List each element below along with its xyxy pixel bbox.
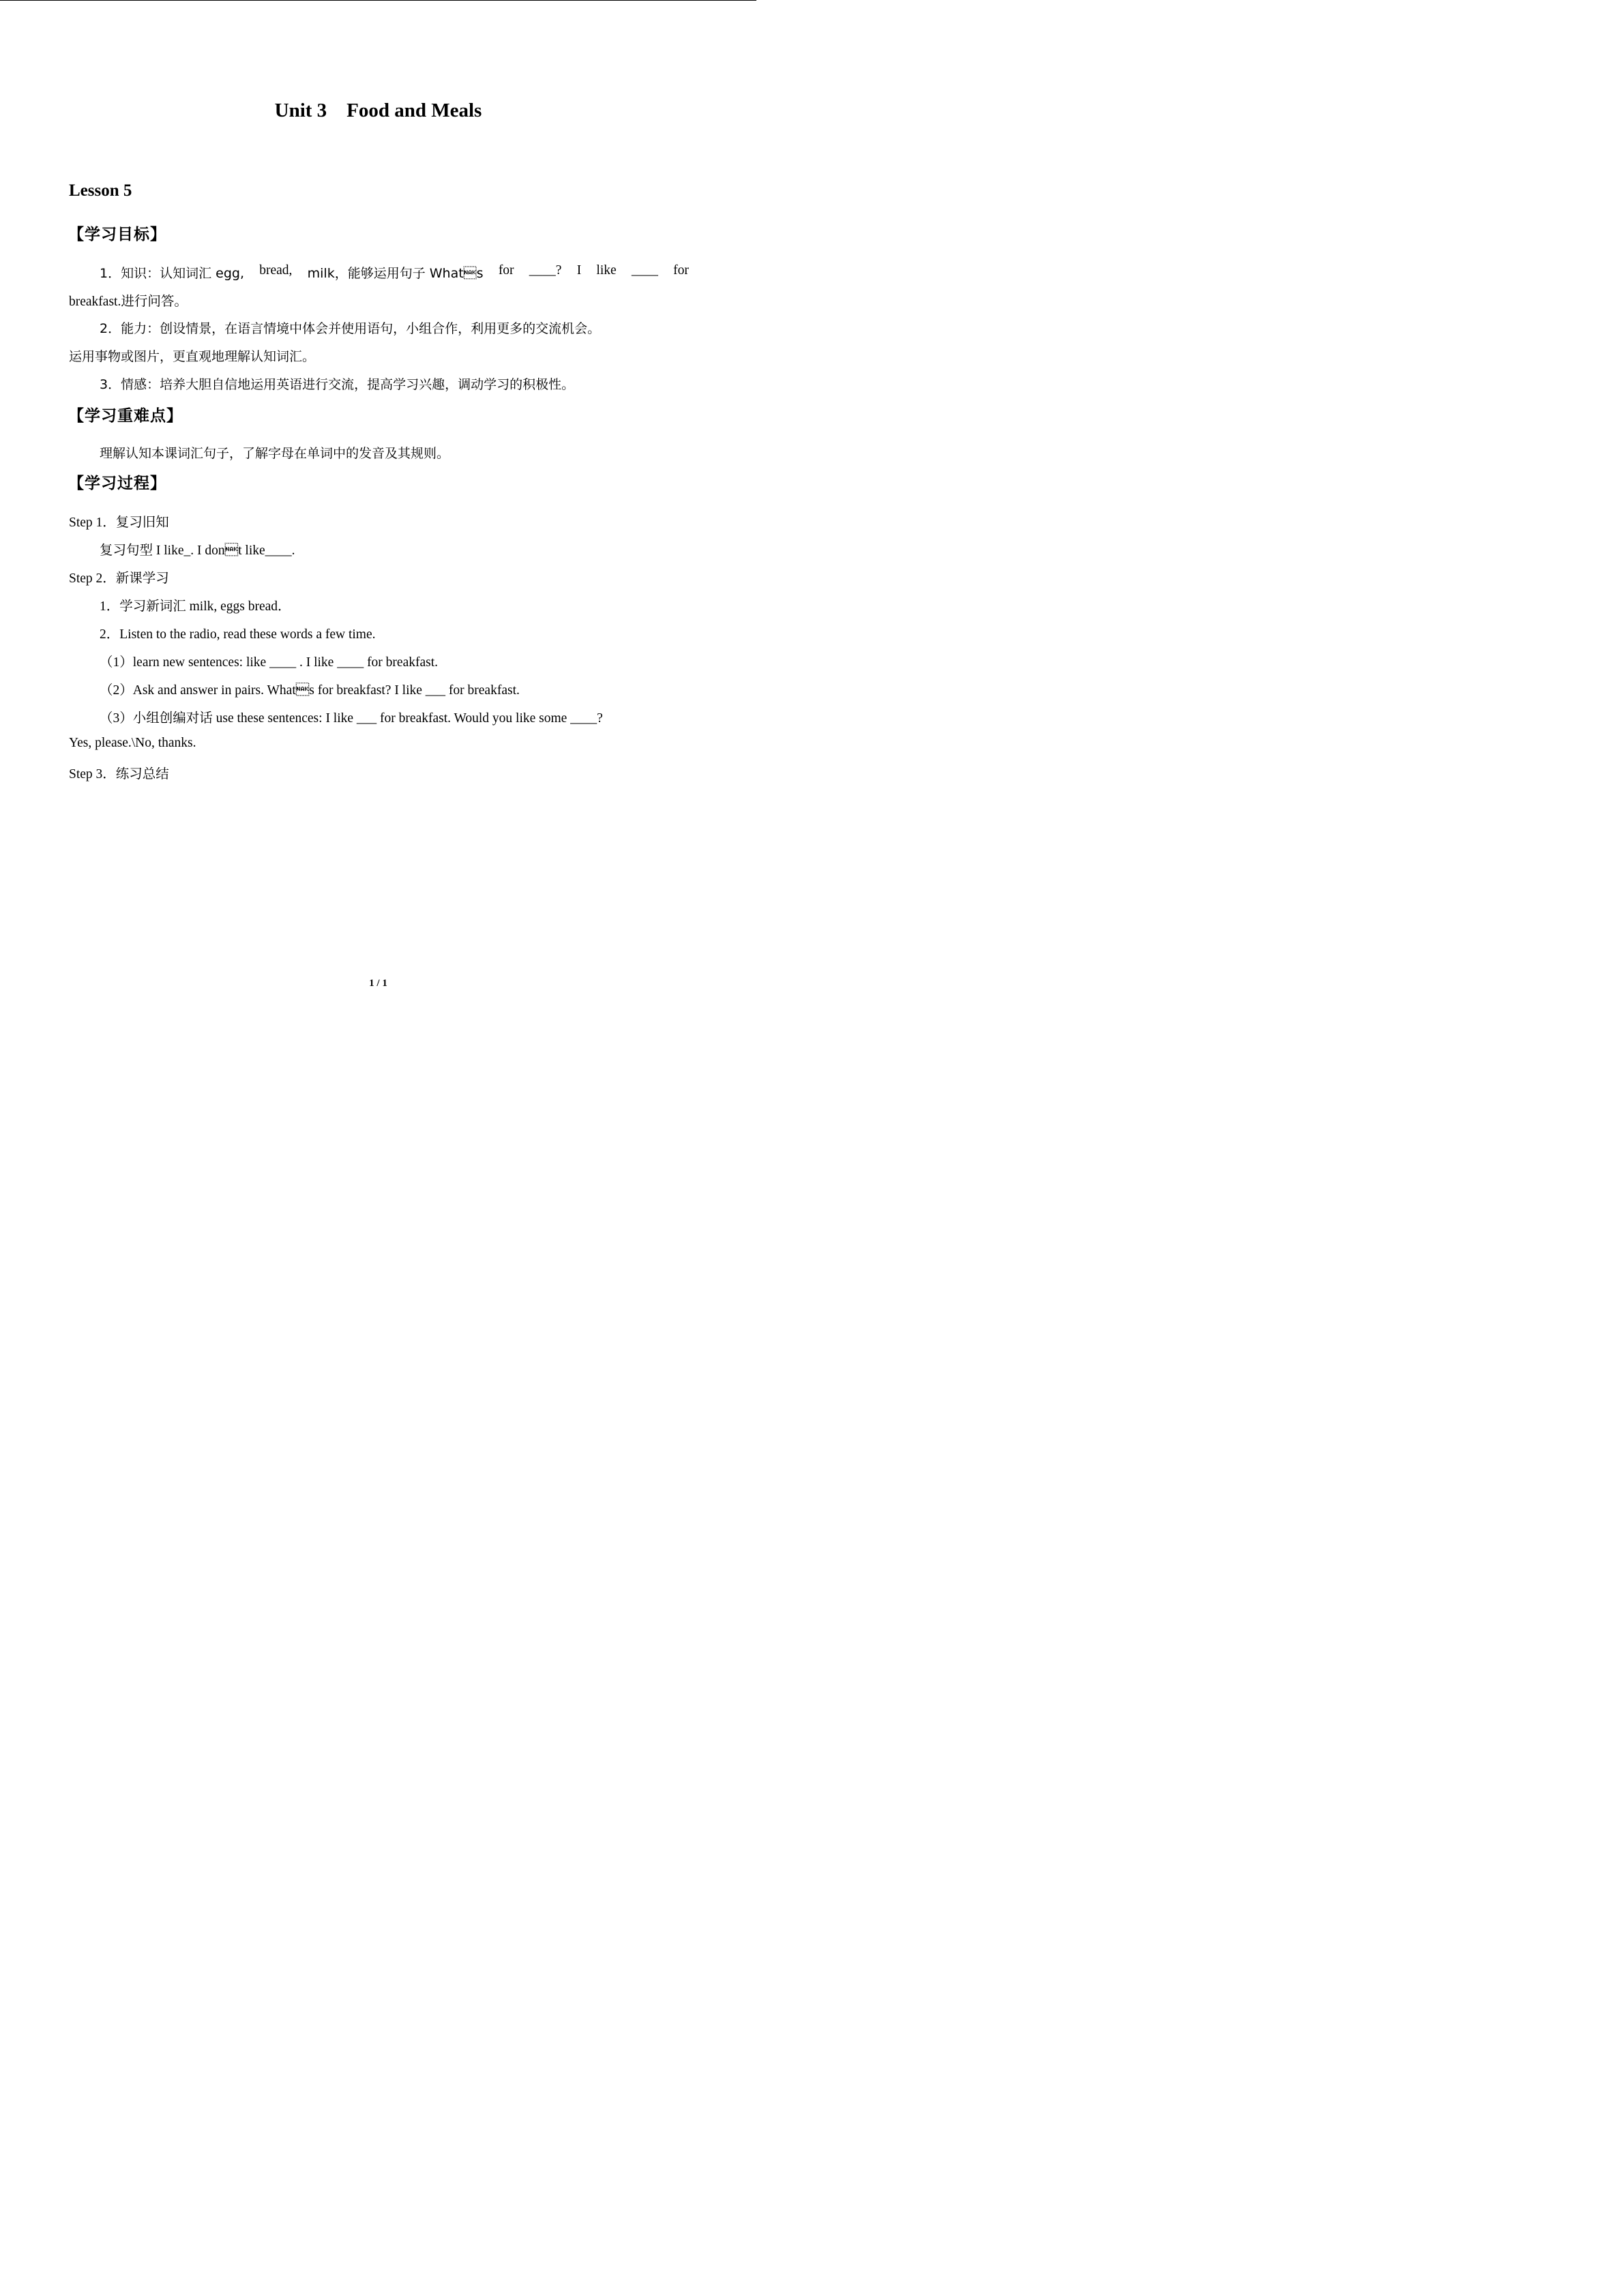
step-2-sub-2: （2）Ask and answer in pairs. Whats for breakfast? I like ___ for breakfast.: [100, 683, 520, 698]
page-top-border: [0, 0, 756, 1]
step-3-label: Step 3．练习总结: [69, 767, 169, 781]
step-2-sub-3: （3）小组创编对话 use these sentences: I like ___ for breakfast. Would you like some ____?: [100, 711, 603, 726]
step-2-sub-3-continued: Yes, please.\No, thanks.: [69, 736, 196, 750]
objective-2-line-2: 运用事物或图片，更直观地理解认知词汇。: [69, 349, 316, 364]
objective-1-part: for: [673, 263, 689, 278]
step-2-sub-1: （1）learn new sentences: like ____ . I like ____ for breakfast.: [100, 655, 439, 670]
objectives-heading: 【学习目标】: [68, 226, 166, 243]
lesson-heading: Lesson 5: [69, 181, 132, 200]
key-points-heading: 【学习重难点】: [68, 407, 183, 425]
objective-1-part: 1．知识：认知词汇 egg,: [100, 266, 244, 281]
objective-1-part: bread,: [259, 263, 293, 278]
objective-1-part: ____: [631, 263, 658, 278]
objective-1-part: for: [498, 263, 514, 278]
objective-1-line-2: breakfast.进行问答。: [69, 295, 188, 309]
step-2-item-2: 2．Listen to the radio, read these words a few time.: [100, 627, 376, 642]
objective-1-part: milk，能够运用句子 Whats: [307, 266, 484, 281]
objective-1-part: I: [576, 263, 582, 278]
objective-2-line-1: 2．能力：创设情景，在语言情境中体会并使用语句，小组合作，利用更多的交流机会。: [100, 321, 601, 336]
process-heading: 【学习过程】: [68, 475, 166, 492]
step-1-text: 复习句型 I like_. I dont like____.: [100, 543, 295, 558]
objective-1-part: like: [596, 263, 617, 278]
page-number: 1 / 1: [369, 978, 387, 989]
objective-3: 3．情感：培养大胆自信地运用英语进行交流，提高学习兴趣，调动学习的积极性。: [100, 377, 575, 392]
objective-1-line-1: [100, 263, 689, 282]
step-1-label: Step 1．复习旧知: [69, 516, 169, 530]
key-points-text: 理解认知本课词汇句子，了解字母在单词中的发音及其规则。: [100, 446, 450, 461]
objective-1-part: ____?: [529, 263, 562, 278]
step-2-label: Step 2．新课学习: [69, 571, 169, 586]
document-title: Unit 3 Food and Meals: [274, 100, 482, 121]
step-2-item-1: 1．学习新词汇 milk, eggs bread．: [100, 599, 291, 614]
